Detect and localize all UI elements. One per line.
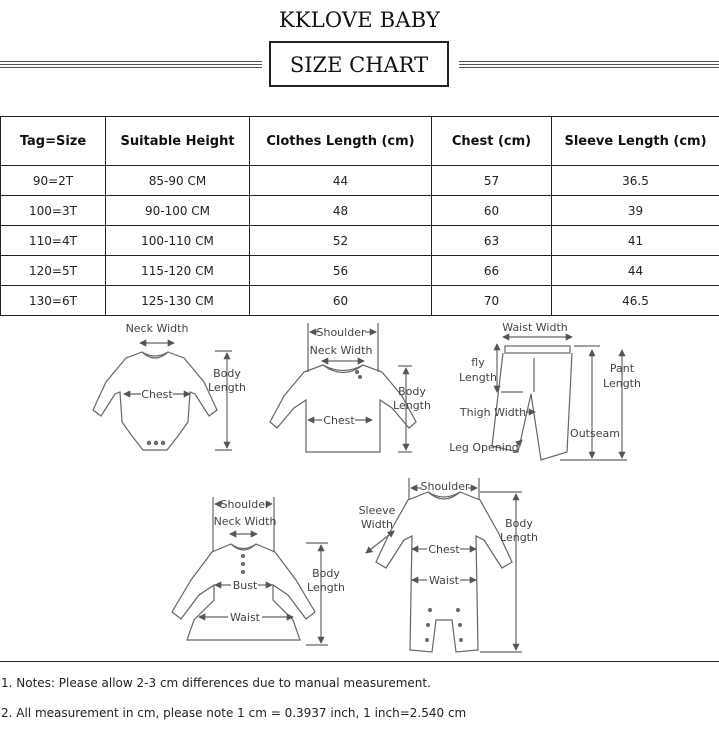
romper-shoulder-label: Shoulder xyxy=(420,480,470,493)
table-row xyxy=(1,256,719,286)
notes-divider xyxy=(0,661,719,662)
top-body-length-label: Body xyxy=(398,385,426,398)
table-row xyxy=(1,196,719,226)
dress-waist-label: Waist xyxy=(229,611,261,624)
table-cell: 66 xyxy=(432,256,552,286)
column-header: Suitable Height xyxy=(106,117,250,166)
banner-rule-right xyxy=(459,61,719,71)
column-header: Tag=Size xyxy=(1,117,106,166)
pants-pant-length-label-2: Length xyxy=(603,377,641,390)
bodysuit-chest-label: Chest xyxy=(141,388,173,401)
table-cell: 120=5T xyxy=(1,256,106,286)
brand-title: KKLOVE BABY xyxy=(278,8,441,32)
bodysuit-neck-width-label: Neck Width xyxy=(125,322,189,335)
romper-body-length-label: Body xyxy=(505,517,533,530)
pants-waist-width-label: Waist Width xyxy=(502,321,568,334)
table-cell: 63 xyxy=(432,226,552,256)
table-cell: 110=4T xyxy=(1,226,106,256)
table-cell: 36.5 xyxy=(552,166,719,196)
bodysuit-body-length-label-2: Length xyxy=(208,381,246,394)
table-cell: 46.5 xyxy=(552,286,719,316)
table-cell: 41 xyxy=(552,226,719,256)
romper-sleeve-width-label-2: Width xyxy=(361,518,393,531)
romper-waist-label: Waist xyxy=(428,574,460,587)
note-measurement-tolerance: 1. Notes: Please allow 2-3 cm differences due to manual measurement. xyxy=(1,676,431,690)
column-header: Sleeve Length (cm) xyxy=(552,117,719,166)
table-row xyxy=(1,226,719,256)
table-cell: 60 xyxy=(250,286,432,316)
pants-pant-length-label: Pant xyxy=(609,362,635,375)
measurement-diagrams xyxy=(0,316,719,662)
table-header-row xyxy=(1,117,719,166)
table-cell: 57 xyxy=(432,166,552,196)
column-header: Clothes Length (cm) xyxy=(250,117,432,166)
table-cell: 52 xyxy=(250,226,432,256)
note-unit-conversion: 2. All measurement in cm, please note 1 cm = 0.3937 inch, 1 inch=2.540 cm xyxy=(1,706,467,720)
table-cell: 90=2T xyxy=(1,166,106,196)
table-cell: 44 xyxy=(552,256,719,286)
top-diagram xyxy=(270,323,416,452)
top-shoulder-label: Shoulder xyxy=(316,326,366,339)
table-cell: 48 xyxy=(250,196,432,226)
top-body-length-label-2: Length xyxy=(393,399,431,412)
romper-chest-label: Chest xyxy=(428,543,460,556)
table-cell: 90-100 CM xyxy=(106,196,250,226)
pants-outseam-label: Outseam xyxy=(570,427,620,440)
pants-fly-length-label-2: Length xyxy=(459,371,497,384)
table-cell: 44 xyxy=(250,166,432,196)
dress-shoulder-label: Shoulder xyxy=(220,498,270,511)
table-cell: 70 xyxy=(432,286,552,316)
pants-fly-length-label: fly xyxy=(471,356,485,369)
table-row xyxy=(1,166,719,196)
dress-body-length-label-2: Length xyxy=(307,581,345,594)
size-chart-heading: SIZE CHART xyxy=(269,41,449,87)
bodysuit-body-length-label: Body xyxy=(213,367,241,380)
romper-sleeve-width-label: Sleeve xyxy=(358,504,396,517)
top-neck-width-label: Neck Width xyxy=(309,344,373,357)
table-row xyxy=(1,286,719,316)
table-cell: 125-130 CM xyxy=(106,286,250,316)
table-cell: 85-90 CM xyxy=(106,166,250,196)
table-cell: 39 xyxy=(552,196,719,226)
table-cell: 130=6T xyxy=(1,286,106,316)
column-header: Chest (cm) xyxy=(432,117,552,166)
dress-body-length-label: Body xyxy=(312,567,340,580)
table-cell: 100-110 CM xyxy=(106,226,250,256)
table-cell: 100=3T xyxy=(1,196,106,226)
table-cell: 115-120 CM xyxy=(106,256,250,286)
table-cell: 56 xyxy=(250,256,432,286)
pants-leg-opening-label: Leg Opening xyxy=(449,441,519,454)
size-table xyxy=(0,116,719,316)
table-cell: 60 xyxy=(432,196,552,226)
dress-bust-label: Bust xyxy=(232,579,258,592)
dress-neck-width-label: Neck Width xyxy=(213,515,277,528)
banner-rule-left xyxy=(0,61,262,71)
top-chest-label: Chest xyxy=(323,414,355,427)
romper-body-length-label-2: Length xyxy=(500,531,538,544)
pants-thigh-width-label: Thigh Width xyxy=(459,406,527,419)
